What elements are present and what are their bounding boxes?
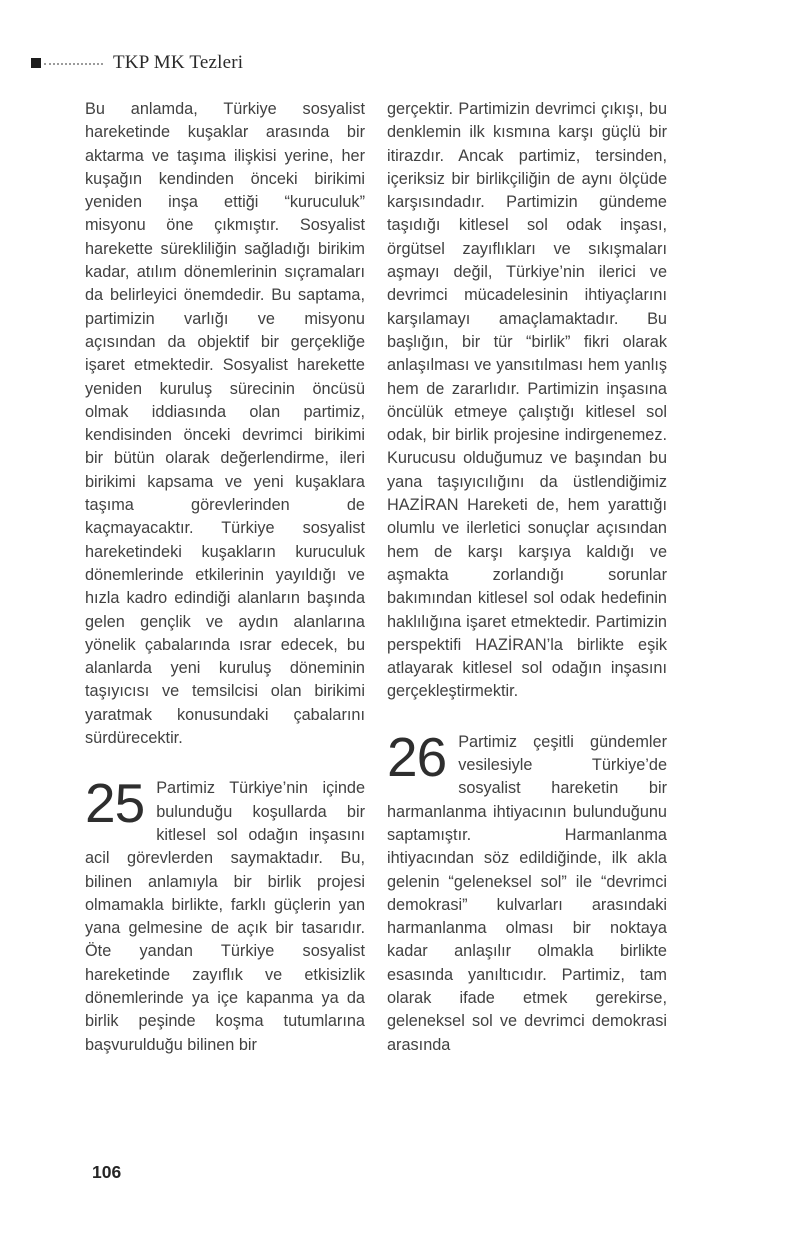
thesis-number: 26 — [387, 725, 447, 788]
thesis-paragraph-25 — [85, 772, 365, 1057]
thesis-text: Partimiz çeşitli gündemler vesilesiyle Türkiye’de sosyalist hareketin bir harmanlanma ihtiyacının bulunduğunu saptamıştır. Harmanlanma ihtiyacından söz edildiğinde, ilk akla gelenin “geleneksel sol” ile “devrimci demokrasi” kulvarları arasındaki harmanlanma olması bir noktaya kadar anlaşılır olmakla birlikte esasında yanıltıcıdır. Partimiz, tam olarak ifade etmek gerekirse, geleneksel sol ve devrimci demokrasi arasında — [387, 732, 667, 1054]
running-header-title: TKP MK Tezleri — [113, 52, 244, 73]
page-body — [85, 98, 667, 1142]
body-paragraph-continuation: gerçektir. Partimizin devrimci çıkışı, bu denklemin ilk kısmına karşı güçlü bir itirazdır. Ancak partimiz, tersinden, içeriksiz bir birlikçiliğin de aynı ölçüde karşısındadır. Partimizin gündeme taşıdığı kitlesel sol odak inşası, örgütsel zayıflıkları ve sıkışmaları aşmayı değil, Türkiye’nin ilerici ve devrimci mücadelesinin ihtiyaçlarını karşılamayı amaçlamaktadır. Bu başlığın, bir tür “birlik” fikri olarak anlaşılması ve yansıtılması hem yanlış hem de zararlıdır. Partimizin inşasına öncülük etmeye çalıştığı kitlesel sol odak, bir birlik projesine indirgenemez. Kurucusu olduğumuz ve başından bu yana taşıyıcılığını da üstlendiğimiz HAZİRAN Hareketi de, hem yarattığı olumlu ve ilerletici sonuçlar açısından hem de karşı karşıya kaldığı ve aşmakta zorlandığı sorunlar bakımından kitlesel sol odak hedefinin haklılığına işaret etmektedir. Partimizin perspektifi HAZİRAN’la birlikte eşik atlayarak kitlesel sol odağın inşasını gerçekleştirmektir. — [387, 100, 667, 701]
body-paragraph-continuation: Bu anlamda, Türkiye sosyalist hareketinde kuşaklar arasında bir aktarma ve taşıma ilişkisi yerine, her kuşağın kendinden önceki birikimi yeniden inşa ettiği “kuruculuk” misyonu öne çıkmıştır. Sosyalist harekette sürekliliğin sağladığı birikim kadar, atılım dönemlerinin sıçramaları da belirleyici önemdedir. Bu saptama, partimizin varlığı ve misyonu açısından da objektif bir gerçekliğe işaret etmektedir. Sosyalist harekette yeniden kuruluş sürecinin öncüsü olmak iddiasında olan partimiz, kendisinden önceki devrimci birikimi bir bütün olarak değerlendirme, ileri birikimi kapsama ve yeni kuşaklara taşıma görevlerinden de kaçmayacaktır. Türkiye sosyalist hareketindeki kuşakların kuruculuk dönemlerinde etkilerinin yayıldığı ve hızla kadro edindiği alanların başında gelen gençlik ve aydın alanlarına yönelik çabalarında ısrar edecek, bu alanlarda yeni kuruluş döneminin taşıyıcısı ve temsilcisi olan birikimi yaratmak konusundaki çabalarını sürdürecektir. — [85, 100, 365, 748]
running-header — [31, 51, 243, 75]
thesis-paragraph-26 — [387, 725, 667, 1057]
dotted-leader — [44, 63, 103, 65]
left-column — [85, 98, 365, 1142]
right-column — [387, 98, 667, 1142]
thesis-text: Partimiz Türkiye’nin içinde bulunduğu koşullarda bir kitlesel sol odağın inşasını acil görevlerden saymaktadır. Bu, bilinen anlamıyla bir birlik projesi olmamakla birlikte, farklı güçlerin yan yana gelmesine de açık bir tasarıdır. Öte yandan Türkiye sosyalist hareketinde zayıflık ve etkisizlik dönemlerinde ya içe kapanma ya da birlik peşinde koşma tutumlarına başvurulduğu bilinen bir — [85, 779, 365, 1054]
square-bullet-icon — [31, 58, 41, 68]
page-number: 106 — [92, 1162, 122, 1182]
thesis-number: 25 — [85, 772, 145, 835]
